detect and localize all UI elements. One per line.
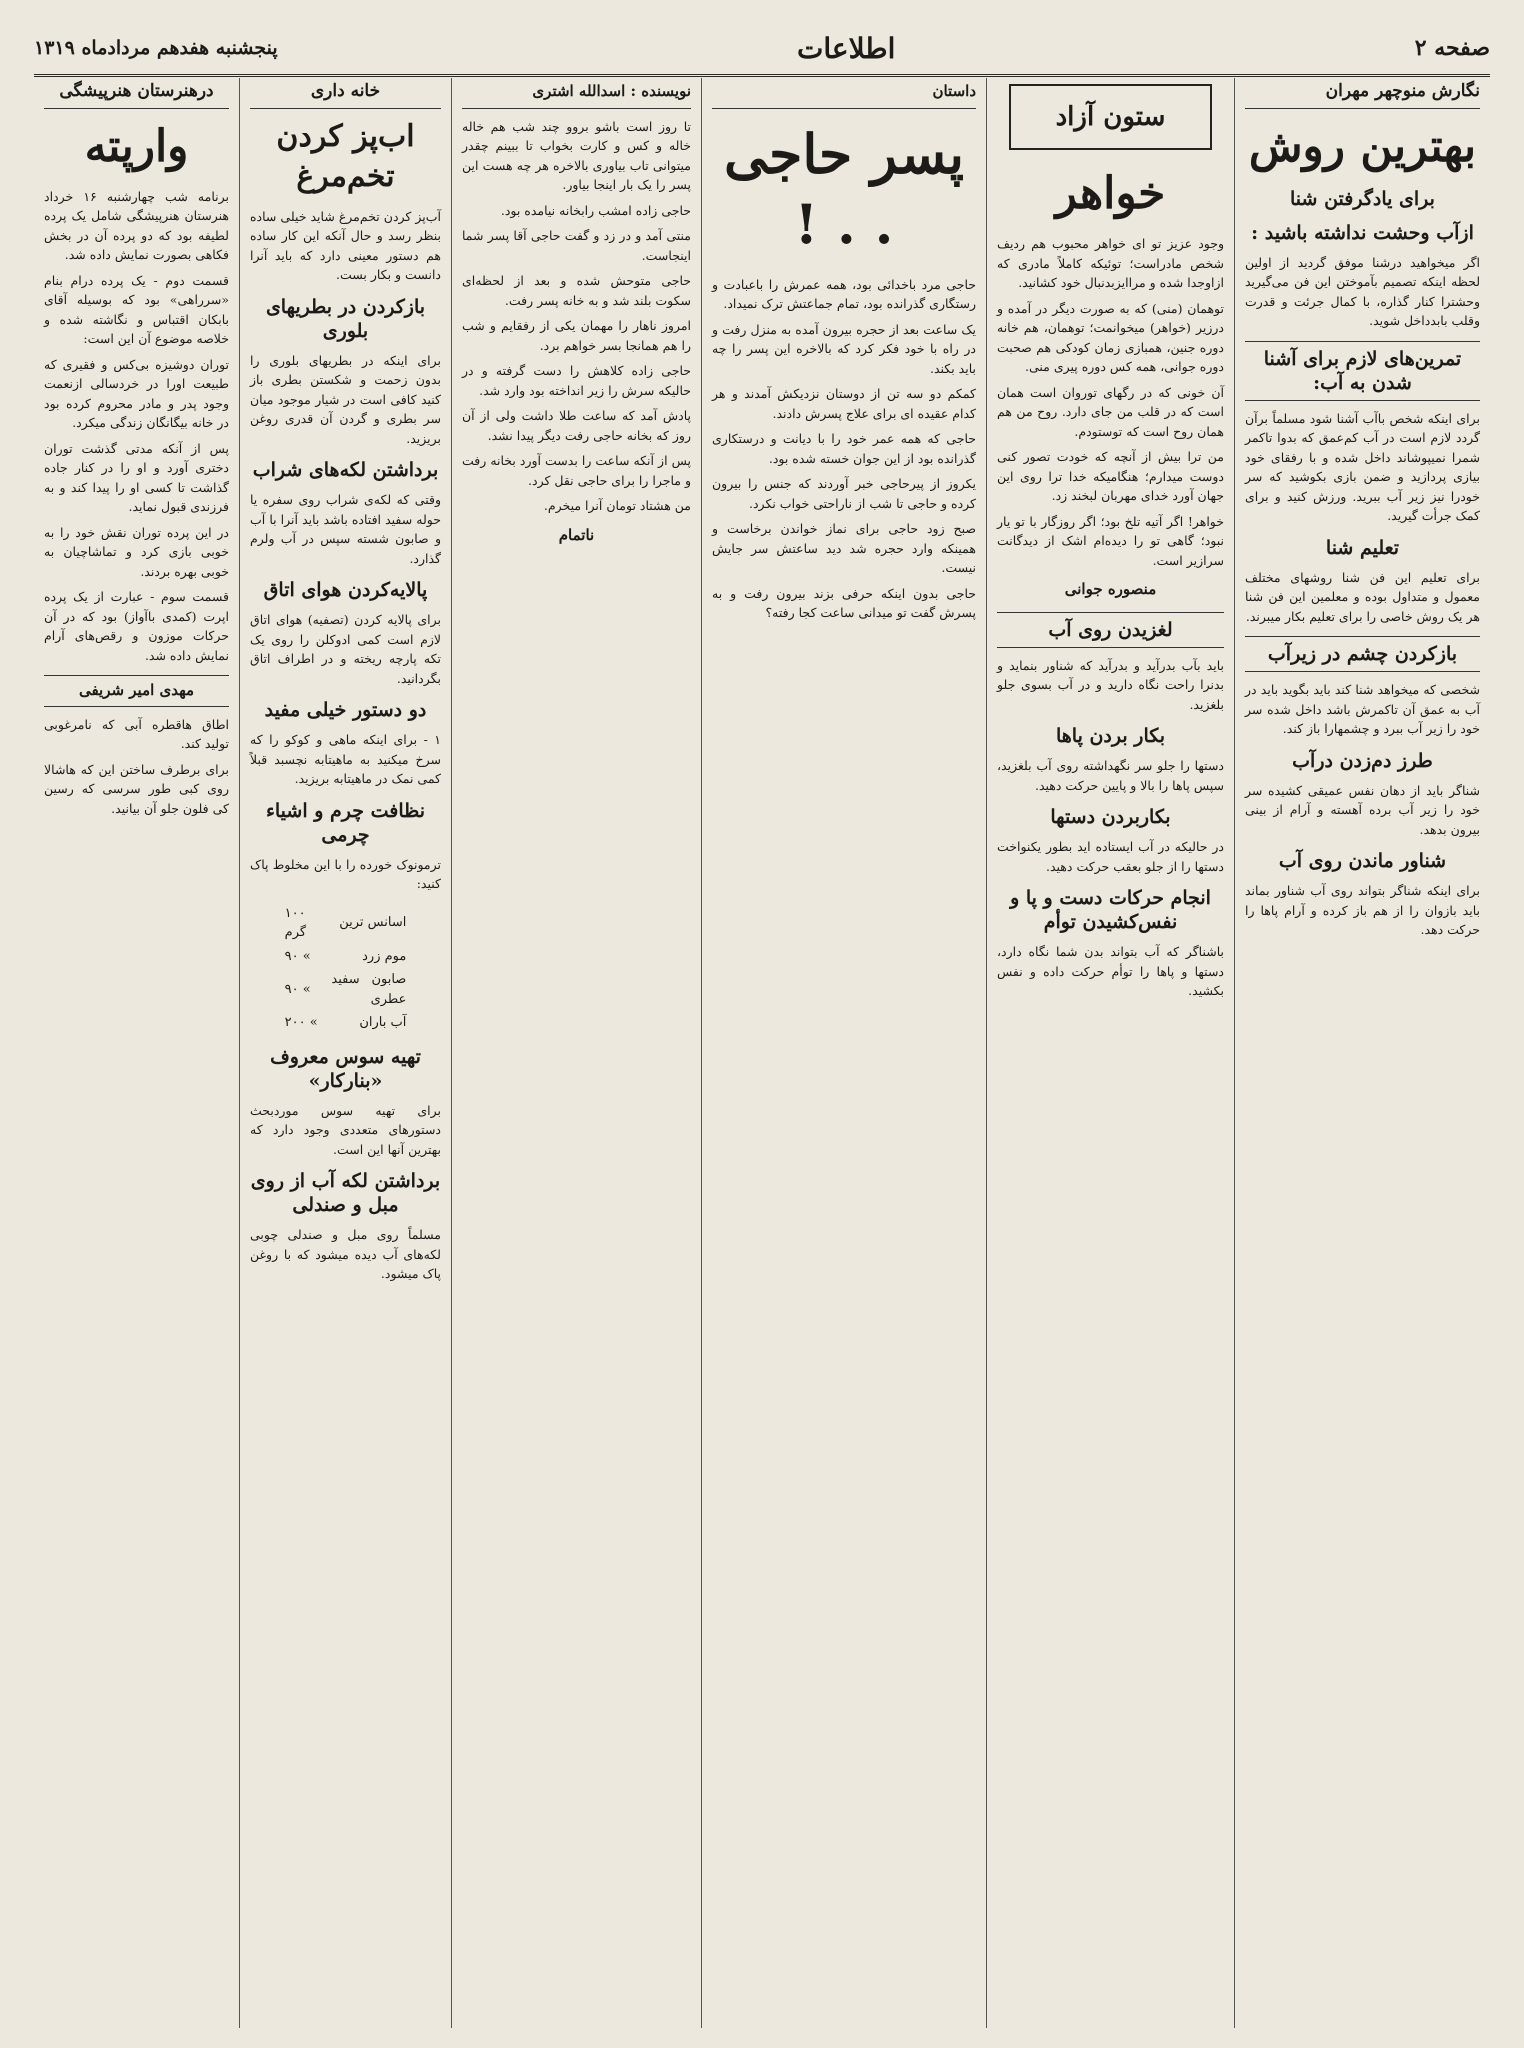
- masthead: [34, 22, 1490, 77]
- paragraph: آن خونی که در رگهای توروان است همان است که در قلب من جای دارد. روح من هم همان روح است که توستودم.: [997, 384, 1224, 439]
- section-title: برداشتن لکه‌های شراب: [252, 459, 439, 481]
- column-title-box: ستون آزاد: [1009, 84, 1212, 150]
- section-title: تمرین‌های لازم برای آشنا شدن به آب:: [1245, 341, 1480, 401]
- table-row: [279, 968, 413, 1011]
- section-title: برداشتن لکه آب از روی مبل و صندلی: [250, 1170, 441, 1216]
- section-title: بازکردن در بطریهای بلوری: [265, 295, 426, 342]
- section-body: وقتی که لکه‌ی شراب روی سفره یا حوله سفید افتاده باشد باید آنرا با آب و صابون شسته سپس در آب ولرم گذارد.: [250, 492, 441, 566]
- paragraph: توران دوشیزه بی‌کس و فقیری که طبیعت اورا در خردسالی ازنعمت وجود پدر و مادر محروم کرده بود در خانه بیگانگان زندگی میکرد.: [44, 356, 229, 430]
- section-title: بکار بردن پاها: [1055, 725, 1166, 747]
- ingredients-table: [279, 902, 413, 1035]
- section-body: برای اینکه شناگر بتواند روی آب شناور بماند باید بازوان را از هم باز کرده و آرام پاها را حرکت دهد.: [1245, 883, 1480, 937]
- section-title: ازآب وحشت نداشته باشید :: [1251, 221, 1474, 244]
- byline: نگارش منوچهر مهران: [1245, 78, 1480, 109]
- issue-date: پنجشنبه هفدهم مردادماه ۱۳۱۹: [34, 37, 278, 59]
- section-body: باید بآب بدرآید و بدرآید که شناور بنماید و بدنرا راحت نگاه دارید و در آب بسوی جلو بلغزید.: [997, 657, 1224, 712]
- table-row: [279, 902, 413, 945]
- columns: [34, 78, 1490, 2028]
- ingredient-name: آب باران: [359, 1015, 407, 1030]
- ingredient-name: صابون سفید عطری: [331, 972, 407, 1007]
- section-body: برای اینکه در بطریهای بلوری را بدون زحمت و شکستن بطری باز کنید کافی است در شیار موجود میان سر بطری و گردن آن قدری روغن بریزید.: [250, 352, 441, 446]
- advertisement-text: اطاق هاقطره آبی که نامرغوبی تولید کند.: [44, 716, 229, 751]
- story-author: نویسنده : اسدالله اشتری: [532, 82, 691, 100]
- story-to-be-continued: ناتمام: [558, 525, 595, 544]
- headline-hajis-son: پسر حاجی . . !: [723, 121, 965, 256]
- paragraph: حاجی مرد باخدائی بود، همه عمرش را باعبادت و رستگاری گذرانده بود، تمام جماعتش ترک نمیداد.: [712, 276, 976, 311]
- column-kicker: خانه داری: [250, 78, 441, 109]
- paragraph: حاجی بدون اینکه حرفی بزند بیرون رفت و به پسرش گفت تو میدانی ساعت کجا رفته؟: [712, 585, 976, 620]
- section-title: لغزیدن روی آب: [997, 612, 1224, 648]
- ingredient-amount: ۱۰۰ گرم: [284, 905, 307, 940]
- paragraph: منتی آمد و در زد و گفت حاجی آقا پسر شما اینجاست.: [462, 228, 691, 263]
- section-body: اگر میخواهید درشنا موفق گردید از اولین لحظه اینکه تصمیم بآموختن این فن می‌گیرید وحشترا کنار گذاره، با کمال جرئت و قدرت وقلب بابدداخل شوید.: [1245, 254, 1480, 328]
- section-title: بازکردن چشم در زیرآب: [1245, 636, 1480, 672]
- paragraph: امروز ناهار را مهمان یکی از رفقایم و شب را هم همانجا بسر خواهم برد.: [462, 318, 691, 353]
- paragraph: کمکم دو سه تن از دوستان نزدیکش آمدند و هر کدام عقیده ای برای علاج پسرش دادند.: [712, 386, 976, 421]
- section-title: دو دستور خیلی مفید: [264, 699, 427, 721]
- headline-best-method: بهترین روش: [1248, 120, 1477, 172]
- section-title: بکاربردن دستها: [1050, 806, 1171, 828]
- author-signature: منصوره جوانی: [1064, 580, 1157, 598]
- paragraph: یکروز از پیرحاجی خبر آوردند که جنس را بیرون کرده و حاجی تا شب از ناراحتی خواب نکرد.: [712, 476, 976, 511]
- paragraph: تا روز است باشو بروو چند شب هم خاله خاله و کس و کارت بخواب تا ببینم چقدر میتوانی تاب بیاوری بالاخره هر چه هست این پسر را یک بار اینجا بیاور.: [462, 118, 691, 192]
- ingredient-amount: ۹۰ «: [284, 948, 311, 964]
- section-body: در حالیکه در آب ایستاده اید بطور یکنواخت دستها را از جلو بعقب حرکت دهید.: [997, 839, 1224, 874]
- section-body: ترمونوک خورده را با این مخلوط پاک کنید:: [250, 856, 441, 891]
- author-signature: مهدی امیر شریفی: [44, 675, 229, 707]
- ingredient-amount: ۲۰۰ «: [284, 1015, 318, 1030]
- paragraph: پس از آنکه مدتی گذشت توران دختری آورد و او را در کنار جاده گذاشت تا کسی او را پیدا کند و به فرزندی قبول نماید.: [44, 440, 229, 514]
- section-body: شخصی که میخواهد شنا کند باید بگوید باید در آب به عمق آن تاکمرش باشد داخل شده سر خود را زیر آب ببرد و چشمهارا باز کند.: [1245, 682, 1480, 736]
- story-kicker: داستان: [932, 82, 976, 100]
- section-title: تعلیم شنا: [1325, 536, 1400, 559]
- headline-boiled-eggs: اب‌پز کردن تخم‌مرغ: [276, 118, 415, 194]
- table-row: [279, 945, 413, 969]
- section-body: ۱ - برای اینکه ماهی و کوکو را که سرخ میکنید به ماهیتابه نچسبد قبلاً کمی نمک در ماهیتابه بریزید.: [250, 732, 441, 786]
- headline-varieté: وارپته: [84, 120, 189, 172]
- column-housekeeping: [239, 78, 451, 2028]
- section-body: دستها را جلو سر نگهداشته روی آب بلغزید، سپس پاها را بالا و پایین حرکت دهید.: [997, 758, 1224, 793]
- section-body: برای تهیه سوس موردبحث دستورهای متعددی وجود دارد که بهترین آنها این است.: [250, 1102, 441, 1157]
- paragraph: پادش آمد که ساعت طلا داشت ولی از آن روز که بخانه حاجی رفت دیگر پیدا نشد.: [462, 408, 691, 443]
- paragraph: قسمت سوم - عبارت از یک پرده اپرت (کمدی باآواز) بود که در آن حرکات موزون و رقص‌های آرام نمایش داده شد.: [44, 589, 229, 663]
- paragraph: وجود عزیز تو ای خواهر محبوب هم ردیف شخص مادراست؛ توئیکه کاملاً مادری که ازاوجدا شده و مراایزبدنبال خود کشانید.: [997, 236, 1224, 290]
- section-body: برای تعلیم این فن شنا روشهای مختلف معمول و متداول بوده و معلمین این فن شنا هر یک روش خاصی را برای تعلیم بکار میبرند.: [1245, 569, 1480, 624]
- section-body: شناگر باید از دهان نفس عمیقی کشیده سر خود را زیر آب برده آهسته و آرام از بینی بیرون بدهد.: [1245, 782, 1480, 837]
- column-kicker: درهنرستان هنرپیشگی: [44, 78, 229, 109]
- paragraph: یک ساعت بعد از حجره بیرون آمده به منزل رفت و در راه با خود فکر کرد که بالاخره این پسر را چه باید بکند.: [712, 321, 976, 376]
- column-art-school: [34, 78, 239, 2028]
- section-title: نظافت چرم و اشیاء چرمی: [265, 799, 426, 846]
- section-title: طرز دم‌زدن درآب: [1292, 749, 1433, 772]
- paragraph: پس از آنکه ساعت را بدست آورد بخانه رفت و ماجرا را برای حاجی نقل کرد.: [462, 453, 691, 488]
- headline-sister: خواهر: [1055, 168, 1166, 219]
- section-title: پالایه‌کردن هوای اتاق: [263, 579, 428, 601]
- ingredient-name: موم زرد: [362, 948, 407, 964]
- ingredient-amount: ۹۰ «: [284, 981, 311, 997]
- column-story-right: [701, 78, 986, 2028]
- table-row: [279, 1011, 413, 1035]
- section-body: برای اینکه شخص باآب آشنا شود مسلماً برآن گردد لازم است در آب کم‌عمق که بدوا تاکمر شمرا نمیپوشاند داخل شده و با رفقای خود بیازی پردازید و ضمن بازی بکوشید که سر خودرا نیز زیر آب ببرید. ورزش کنید و برای کمک جرأت گیرید.: [1245, 410, 1480, 523]
- section-title: شناور ماندن روی آب: [1278, 850, 1447, 872]
- story-header: [712, 78, 976, 109]
- subheadline: برای یادگرفتن شنا: [1290, 187, 1435, 210]
- paragraph: آب‌پز کردن تخم‌مرغ شاید خیلی ساده بنظر رسد و حال آنکه این کار ساده هم دستور معینی دارد که باید آنرا دانست و بکار بست.: [250, 208, 441, 282]
- column-swimming: [1234, 78, 1490, 2028]
- story-author-row: [462, 78, 691, 109]
- paragraph: حاجی متوحش شده و بعد از لحظه‌ای سکوت بلند شد و به خانه پسر رفت.: [462, 273, 691, 308]
- paragraph: در این پرده توران نقش خود را به خوبی بازی کرد و تماشاچیان به خوبی بهره بردند.: [44, 524, 229, 579]
- paragraph: قسمت دوم - یک پرده درام بنام «سرراهی» بود که بوسیله آقای بابکان اقتباس و نگاشته شده و خلاصه موضوع آن این است:: [44, 272, 229, 346]
- paragraph: خواهر! اگر آتیه تلخ بود؛ اگر روزگار با تو یار نبود؛ گاهی تو را دیده‌ام اشک از دیدگانت سرازیر است.: [997, 513, 1224, 568]
- section-title: تهیه سوس معروف «بنارکار»: [270, 1045, 421, 1092]
- paragraph: من هشتاد تومان آنرا میخرم.: [543, 498, 691, 513]
- paragraph: صبح زود حاجی برای نماز خواندن برخاست و همینکه وارد حجره شد دید ساعتش سر جایش نیست.: [712, 521, 976, 575]
- ingredient-name: اسانس ترین: [339, 915, 407, 931]
- section-body: مسلماً روی مبل و صندلی چوبی لکه‌های آب دیده میشود که با روغن پاک میشود.: [250, 1227, 441, 1281]
- section-body: باشناگر که آب بتواند بدن شما نگاه دارد، دستها و پاها را توأم حرکت داده و نفس بکشید.: [997, 944, 1224, 998]
- column-free-column: [986, 78, 1234, 2028]
- paper-name: اطلاعات: [796, 31, 896, 65]
- advertisement-text: برای برطرف ساختن این که هاشالا روی کبی طور سرسی که رسین کی فلون جلو آن بیانید.: [44, 761, 229, 816]
- column-story-left: [451, 78, 701, 2028]
- section-body: برای پالایه کردن (تصفیه) هوای اتاق لازم است کمی ادوکلن را روی یک تکه پارچه ریخته و در اطراف اتاق بگردانید.: [250, 612, 441, 686]
- paragraph: حاجی زاده امشب رابخانه نیامده بود.: [500, 202, 691, 218]
- paragraph: من ترا بیش از آنچه که خودت تصور کنی دوست میدارم؛ هنگامیکه خدا ترا روی این جهان آورد خدای مهربان لبخند زد.: [997, 449, 1224, 503]
- paragraph: توهمان (منی) که به صورت دیگر در آمده و درزیر (خواهر) میخوانمت؛ توهمان، هم خانه دوره جنین، همبازی زمان کودکی هم صحبت دوره جوانی، همه کس دوره پیری منی.: [997, 300, 1224, 374]
- section-title: انجام حرکات دست و پا و نفس‌کشیدن توأم: [1010, 887, 1211, 933]
- paragraph: حاجی زاده کلاهش را دست گرفته و در حالیکه سرش را زیر انداخته بود وارد شد.: [462, 363, 691, 398]
- page-number: صفحه ۲: [1414, 35, 1490, 61]
- paragraph: برنامه شب چهارشنبه ۱۶ خرداد هنرستان هنرپیشگی شامل یک پرده لطیفه بود که دو پرده آن در بخش فکاهی بصورت نمایش داده شد.: [44, 188, 229, 262]
- paragraph: حاجی که همه عمر خود را با دیانت و درستکاری گذرانده بود از این جوان خسته شده بود.: [712, 431, 976, 466]
